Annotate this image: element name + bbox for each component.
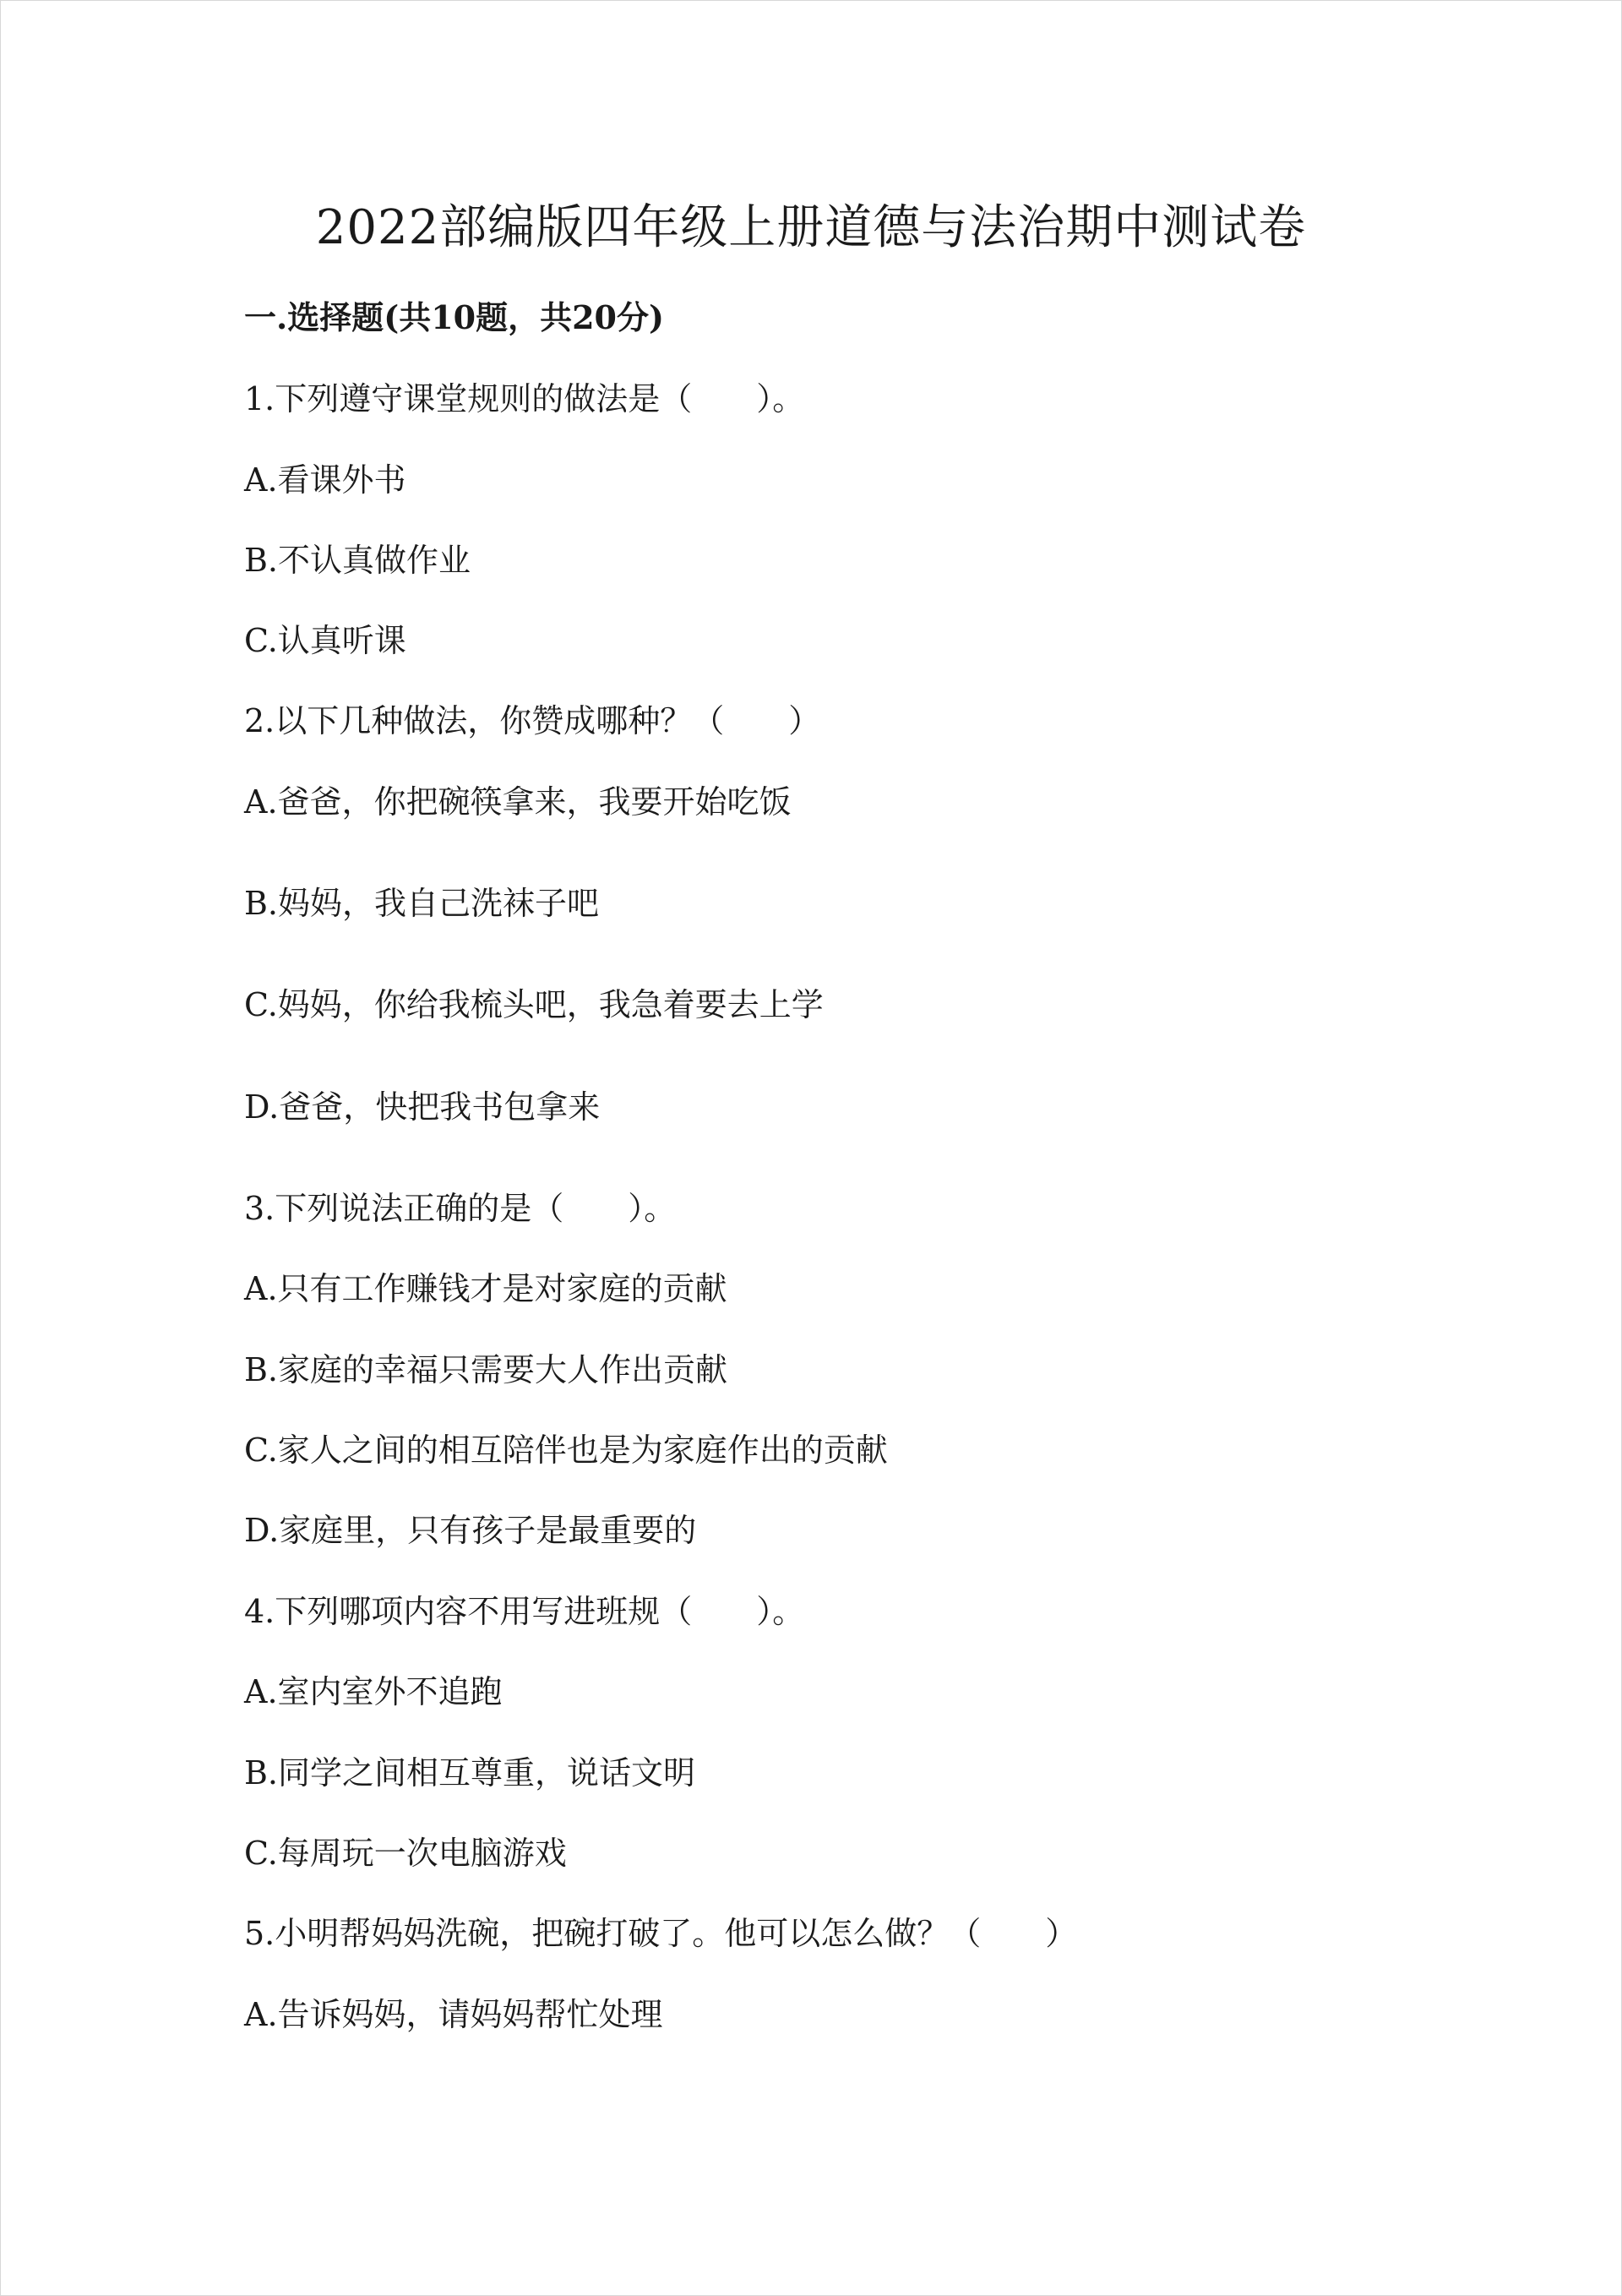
question-3-stem: 3.下列说法正确的是（ ）。 (244, 1190, 677, 1227)
question-3-option-d: D.家庭里，只有孩子是最重要的 (244, 1512, 697, 1549)
question-1-stem: 1.下列遵守课堂规则的做法是（ ）。 (244, 380, 805, 417)
question-2-option-c: C.妈妈，你给我梳头吧，我急着要去上学 (244, 986, 824, 1023)
section-heading: 一.选择题(共10题，共20分) (244, 298, 664, 336)
question-1-option-b: B.不认真做作业 (244, 542, 471, 579)
question-4-option-a: A.室内室外不追跑 (244, 1673, 503, 1710)
question-2-option-b: B.妈妈，我自己洗袜子吧 (244, 885, 600, 922)
question-5-stem: 5.小明帮妈妈洗碗，把碗打破了。他可以怎么做？（ ） (244, 1915, 1078, 1952)
question-4-option-c: C.每周玩一次电脑游戏 (244, 1835, 567, 1872)
question-5-option-a: A.告诉妈妈，请妈妈帮忙处理 (244, 1996, 663, 2033)
question-2-stem: 2.以下几种做法，你赞成哪种？（ ） (244, 702, 821, 739)
question-4-option-b: B.同学之间相互尊重，说话文明 (244, 1754, 696, 1792)
page-title: 2022部编版四年级上册道德与法治期中测试卷 (315, 200, 1307, 255)
question-1-option-a: A.看课外书 (244, 461, 406, 499)
question-3-option-b: B.家庭的幸福只需要大人作出贡献 (244, 1351, 728, 1388)
question-4-stem: 4.下列哪项内容不用写进班规（ ）。 (244, 1593, 805, 1630)
question-3-option-a: A.只有工作赚钱才是对家庭的贡献 (244, 1270, 727, 1307)
question-1-option-c: C.认真听课 (244, 622, 406, 659)
question-3-option-c: C.家人之间的相互陪伴也是为家庭作出的贡献 (244, 1432, 888, 1469)
question-2-option-d: D.爸爸，快把我书包拿来 (244, 1088, 601, 1126)
question-2-option-a: A.爸爸，你把碗筷拿来，我要开始吃饭 (244, 783, 792, 821)
